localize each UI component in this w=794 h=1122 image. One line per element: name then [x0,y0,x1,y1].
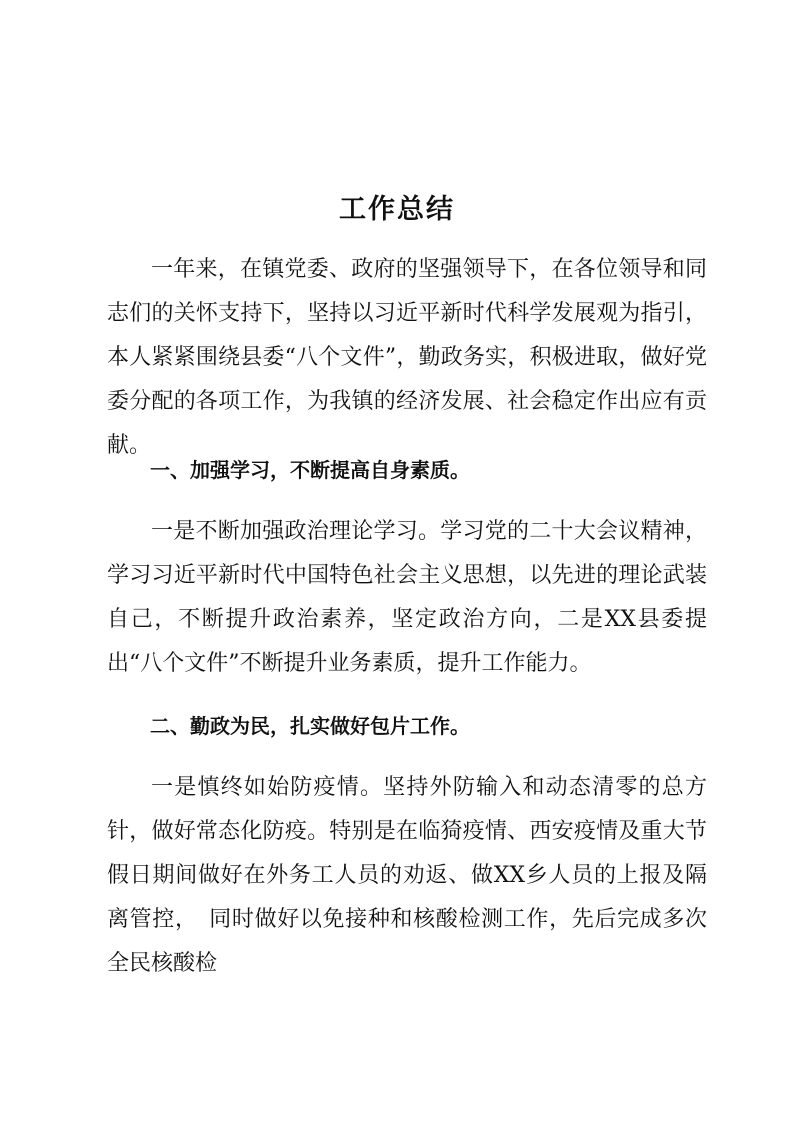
document-title: 工作总结 [339,194,455,225]
intro-paragraph: 一年来，在镇党委、政府的坚强领导下，在各位领导和同志们的关怀支持下，坚持以习近平新时代科学发展观为指引，本人紧紧围绕县委“八个文件”，勤政务实，积极进取，做好党委分配的各项工作，为我镇的经济发展、社会稳定作出应有贡献。 [107,257,707,458]
section-heading-1: 一、加强学习，不断提高自身素质。 [150,458,470,482]
section-body-2: 一是慎终如始防疫情。坚持外防输入和动态清零的总方针，做好常态化防疫。特别是在临猗疫情、西安疫情及重大节假日期间做好在外务工人员的劝返、做XX乡人员的上报及隔离管控， 同时做好以免接种和核酸检测工作，先后完成多次全民核酸检 [107,775,707,976]
section-heading-2: 二、勤政为民，扎实做好包片工作。 [150,714,470,738]
section-body-1: 一是不断加强政治理论学习。学习党的二十大会议精神，学习习近平新时代中国特色社会主义思想，以先进的理论武装自己，不断提升政治素养，坚定政治方向，二是XX县委提出“八个文件”不断提升业务素质，提升工作能力。 [107,519,707,676]
